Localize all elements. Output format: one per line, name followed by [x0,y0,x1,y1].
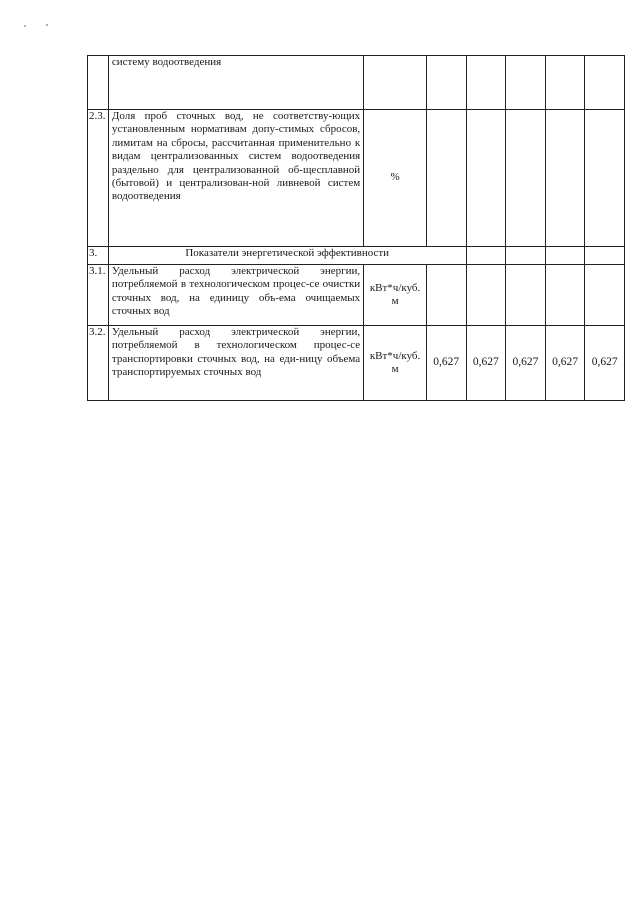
unit-cell [364,56,427,110]
value-cell [426,56,466,110]
section-title: Показатели энергетической эффективности [108,247,466,265]
indicator-name [108,56,363,110]
value-cell [545,56,585,110]
value-cell: 0,627 [506,326,546,401]
value-cell: 0,627 [585,326,625,401]
indicator-name-text: систему водоотведения [111,56,222,68]
value-cell [585,265,625,326]
table-row [88,110,625,247]
indicators-table [87,55,625,401]
indicator-name [108,110,363,247]
value-cell [466,247,506,265]
indicator-name [108,326,363,401]
value-cell [506,265,546,326]
value-cell: 0,627 [426,326,466,401]
scan-speck [46,24,48,26]
value-cell [506,56,546,110]
indicator-name-text: Доля проб сточных вод, не соответству-ющих установленным нормативам допу-стимых сбросов, лимитам на сбросы, рассчитанная применительно к видам централизованных систем водоотведения раздельно для централизованной об-щесплавной (бытовой) и централизован-ной ливневой систем водоотведения [111,110,361,203]
value-cell: 0,627 [466,326,506,401]
value-cell [466,56,506,110]
scan-speck [24,25,26,27]
indicator-name-text: Удельный расход электрической энергии, потребляемой в технологическом процес-се очистки сточных вод, на единицу объ-ема очищаемых сточных вод [111,265,361,318]
value-cell [585,56,625,110]
value-cell [585,247,625,265]
value-cell [545,110,585,247]
row-number: 2.3. [88,110,109,247]
section-number: 3. [88,247,109,265]
indicator-name [108,265,363,326]
unit-cell: кВт*ч/куб. м [364,265,427,326]
value-cell: 0,627 [545,326,585,401]
value-cell [466,265,506,326]
value-cell [506,110,546,247]
value-cell [585,110,625,247]
value-cell [426,265,466,326]
value-cell [545,265,585,326]
row-number: 3.1. [88,265,109,326]
value-cell [545,247,585,265]
value-cell [466,110,506,247]
table-row [88,56,625,110]
value-cell [506,247,546,265]
value-cell [426,110,466,247]
table-row [88,265,625,326]
unit-cell: % [364,110,427,247]
unit-cell: кВт*ч/куб. м [364,326,427,401]
indicator-name-text: Удельный расход электрической энергии, потребляемой в технологическом процес-се транспортировки сточных вод, на еди-ницу объема транспортируемых сточных вод [111,326,361,379]
table-row [88,326,625,401]
row-number: 3.2. [88,326,109,401]
row-number [88,56,109,110]
table-row [88,247,625,265]
